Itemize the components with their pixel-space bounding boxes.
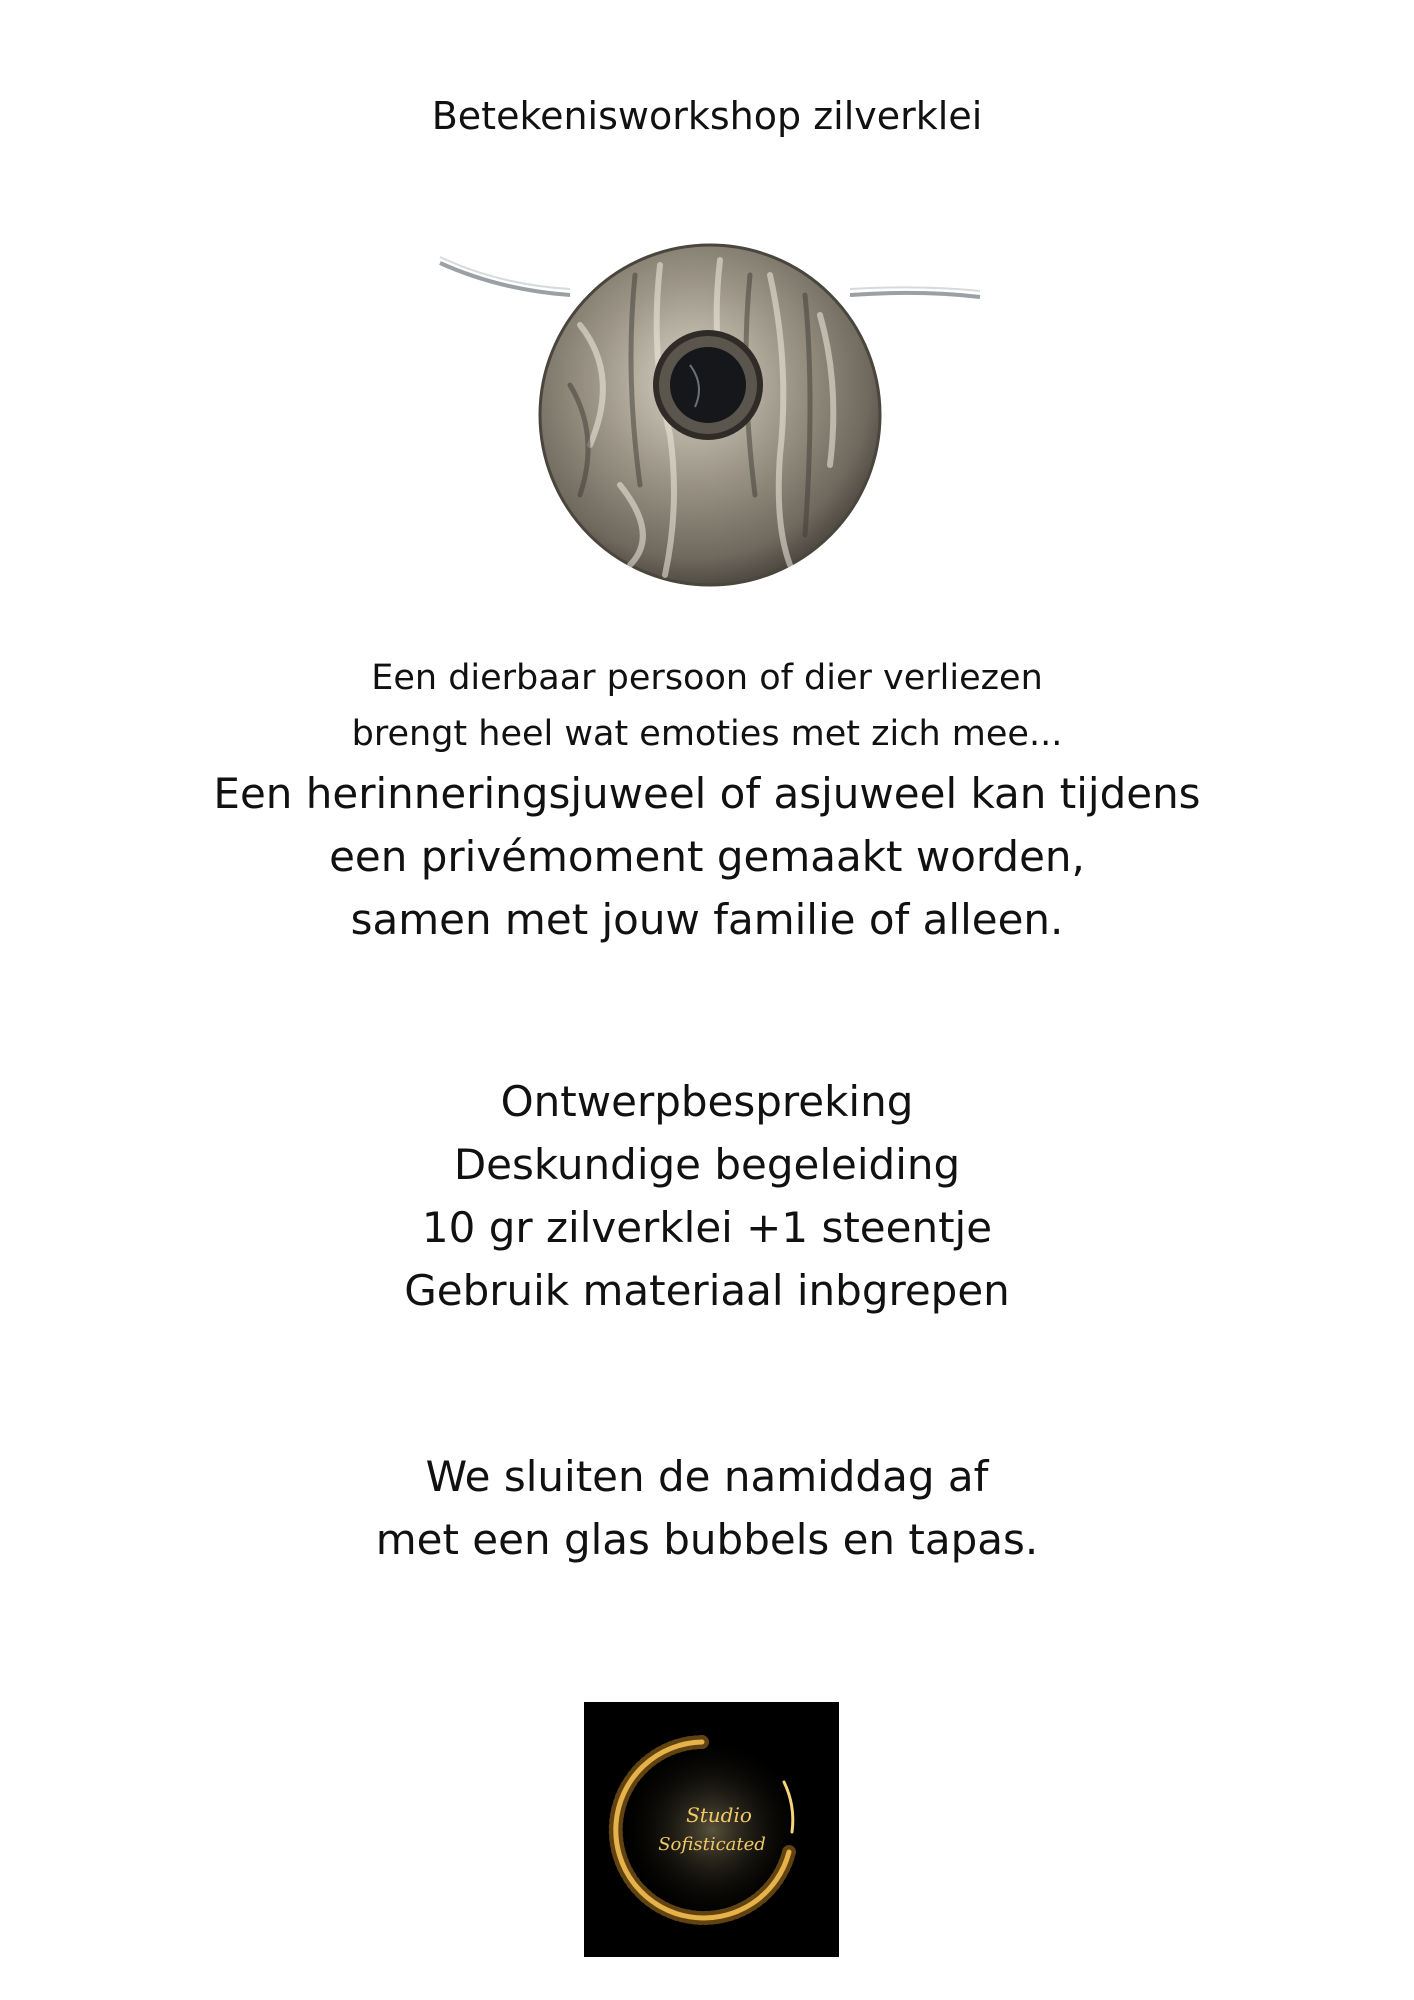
- intro-line: Een herinneringsjuweel of asjuweel kan tijdens: [213, 769, 1201, 818]
- intro-line: een privémoment gemaakt worden,: [329, 832, 1085, 881]
- logo-swirl-icon: [584, 1702, 839, 1957]
- intro-text: [0, 650, 1414, 951]
- logo-text-line: Sofisticated: [658, 1834, 766, 1855]
- feature-item: Gebruik materiaal inbgrepen: [404, 1266, 1010, 1315]
- page-title: Betekenisworkshop zilverklei: [431, 94, 983, 138]
- logo-text-line: Studio: [686, 1803, 752, 1827]
- intro-line: samen met jouw familie of alleen.: [350, 895, 1064, 944]
- feature-item: Deskundige begeleiding: [453, 1140, 961, 1189]
- necklace-wire: [850, 287, 980, 291]
- closing-text: [0, 1445, 1414, 1571]
- studio-logo: [584, 1702, 839, 1957]
- necklace-wire: [850, 293, 980, 297]
- feature-item: 10 gr zilverklei +1 steentje: [421, 1203, 993, 1252]
- closing-line: met een glas bubbels en tapas.: [375, 1515, 1039, 1564]
- feature-item: Ontwerpbespreking: [500, 1077, 914, 1126]
- feature-list: [0, 1070, 1414, 1322]
- silver-pendant-image: [420, 235, 1000, 595]
- black-stone: [670, 347, 746, 423]
- closing-line: We sluiten de namiddag af: [425, 1452, 989, 1501]
- intro-line: Een dierbaar persoon of dier verliezen: [371, 658, 1043, 698]
- intro-line: brengt heel wat emoties met zich mee...: [351, 714, 1063, 754]
